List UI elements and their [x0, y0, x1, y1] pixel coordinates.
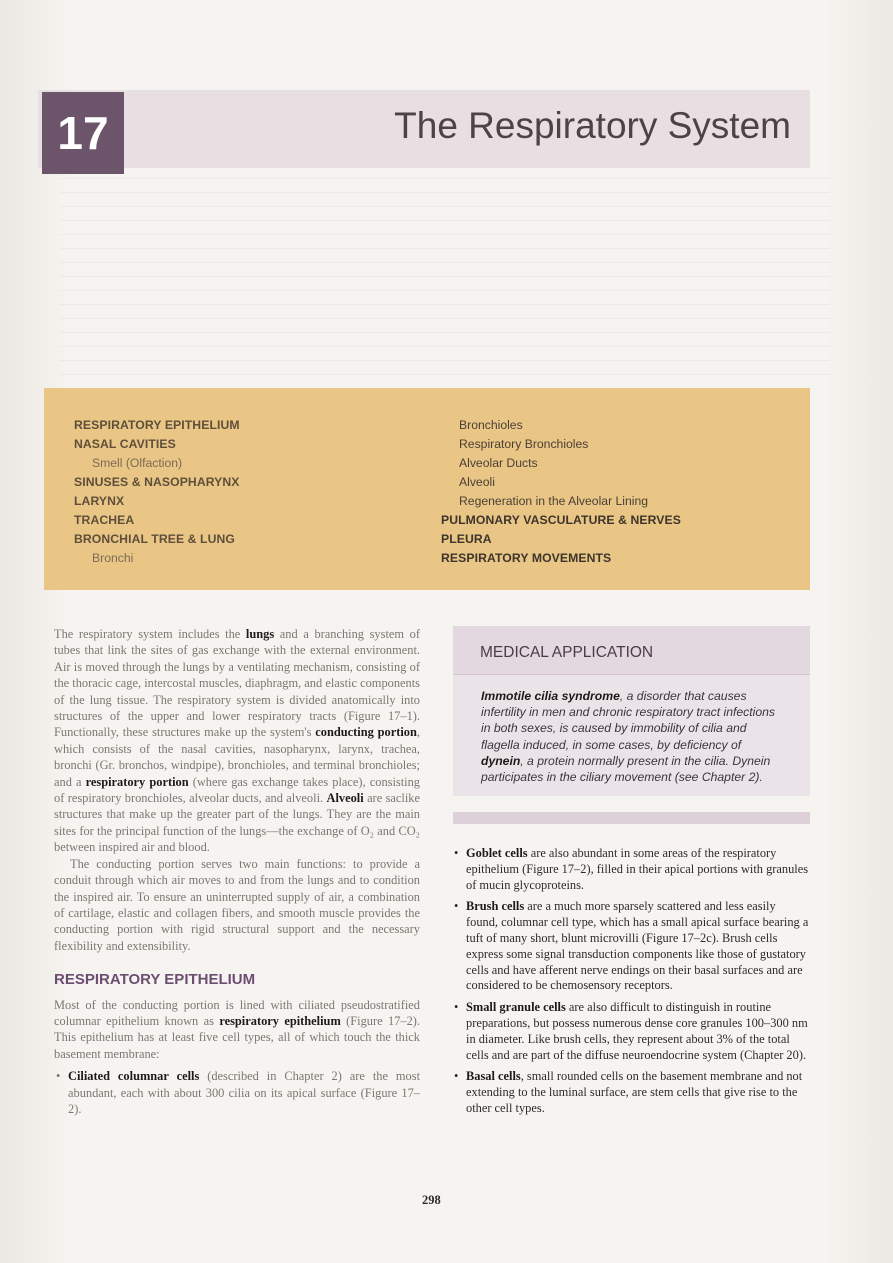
outline-item: LARYNX	[74, 494, 125, 508]
intro-paragraph-2: The conducting portion serves two main functions: to provide a conduit through which air moves to and from the lungs and to condition the inspired air. To ensure an uninterrupted supply of air, a combination of cartilage, elastic and collagen fibers, and smooth muscle provides the conducting portion with rigid structural support and the necessary flexibility and extensibility.	[54, 856, 420, 953]
bold-term: conducting portion	[315, 725, 417, 740]
text-run: The respiratory system includes the	[54, 627, 246, 641]
text-run: (where gas exchange takes place), consisting of respiratory bronchioles, alveolar ducts, and alveoli.	[54, 774, 420, 806]
outline-item: RESPIRATORY EPITHELIUM	[74, 418, 240, 432]
outline-item: PLEURA	[441, 532, 492, 546]
bleed-through-texture	[60, 178, 830, 378]
text-run: are also difficult to distinguish in routine preparations, but possess numerous dense core granules 100–300 nm in diameter. Like brush cells, they represent about 3% of the total cells and are part of the diffuse neuroendocrine system (Chapter 20).	[466, 1000, 808, 1062]
medical-application-text	[481, 688, 781, 785]
outline-item: TRACHEA	[74, 513, 135, 527]
chapter-title: The Respiratory System	[394, 105, 791, 146]
text-run: , a protein normally present in the cilia. Dynein participates in the ciliary movement (see Chapter 2).	[481, 753, 771, 785]
outline-item: Smell (Olfaction)	[92, 456, 183, 470]
outline-item: Bronchioles	[459, 418, 523, 432]
main-text-column	[54, 626, 420, 1120]
bold-term: Goblet cells	[466, 846, 528, 860]
bold-term: lungs	[245, 627, 275, 641]
list-item	[466, 846, 810, 893]
intro-paragraph-1	[54, 626, 420, 856]
bold-term: Ciliated columnar cells	[68, 1069, 200, 1084]
text-run: (described in Chapter 2) are the most abundant, each with about 300 cilia on its apical surface (Figure 17–2).	[68, 1069, 421, 1116]
cell-type-list	[452, 846, 810, 1117]
text-run: are saclike structures that make up the greater part of the lungs. They are the main sites for the principal function of the lungs—the exchange of O₂ and CO₂ between inspired air and blood.	[54, 791, 420, 855]
outline-left-column	[74, 416, 404, 568]
outline-item: BRONCHIAL TREE & LUNG	[74, 532, 235, 546]
list-item	[466, 1000, 810, 1063]
bold-term: dynein	[481, 753, 521, 768]
bold-term: Brush cells	[466, 899, 525, 914]
page-number: 298	[422, 1193, 441, 1207]
bold-term: respiratory epithelium	[219, 1013, 341, 1028]
outline-item: PULMONARY VASCULATURE & NERVES	[441, 513, 681, 527]
text-run: and a branching system of tubes that link the sites of gas exchange with the external environment. Air is moved through the lungs by a ventilating mechanism, consisting of the thoracic cage, intercostal muscles, diaphragm, and elastic components of the lung tissue. The respiratory system is divided anatomically into structures of the upper and lower respiratory tracts (Figure 17–1). Functionally, these structures make up the system's	[54, 627, 420, 740]
right-text-column	[452, 846, 810, 1123]
section-heading-respiratory-epithelium: RESPIRATORY EPITHELIUM	[54, 971, 256, 989]
medical-application-box	[453, 626, 810, 796]
bold-term: Alveoli	[326, 791, 364, 806]
medical-application-bottom-rule	[453, 812, 810, 824]
bold-term: respiratory portion	[85, 774, 189, 789]
outline-item: Regeneration in the Alveolar Lining	[459, 494, 649, 508]
text-run: , a disorder that causes infertility in men and chronic respiratory tract infections in both sexes, is caused by immobility of cilia and flagella induced, in some cases, by deficiency of	[481, 689, 775, 752]
medical-application-title: MEDICAL APPLICATION	[480, 644, 654, 661]
list-item	[466, 899, 810, 994]
outline-item: Respiratory Bronchioles	[459, 437, 589, 451]
respiratory-epithelium-paragraph	[54, 997, 420, 1063]
chapter-outline	[44, 388, 810, 590]
text-run: , which consists of the nasal cavities, nasopharynx, larynx, trachea, bronchi (Gr. bronchos, windpipe), bronchioles, and terminal bronchioles; and a	[54, 725, 420, 789]
bold-term: Immotile cilia syndrome	[481, 689, 620, 703]
outline-item: Alveoli	[459, 475, 495, 489]
text-run: are also abundant in some areas of the respiratory epithelium (Figure 17–2), filled in their apical portions with granules of mucin glycoproteins.	[466, 846, 809, 892]
outline-item: RESPIRATORY MOVEMENTS	[441, 551, 612, 565]
cell-type-list-start	[54, 1068, 420, 1117]
outline-item: Bronchi	[92, 551, 134, 565]
chapter-number-box	[42, 92, 124, 174]
bold-term: Basal cells	[466, 1069, 521, 1084]
chapter-number: 17	[57, 107, 109, 159]
outline-item: SINUSES & NASOPHARYNX	[74, 475, 240, 489]
text-run: , small rounded cells on the basement membrane and not extending to the luminal surface, are stem cells that give rise to the other cell types.	[466, 1069, 803, 1115]
text-run: (Figure 17–2). This epithelium has at least five cell types, all of which touch the thick basement membrane:	[54, 1013, 420, 1061]
list-item-ciliated-columnar-cells	[68, 1068, 420, 1117]
outline-item: Alveolar Ducts	[459, 456, 538, 470]
bold-term: Small granule cells	[466, 1000, 566, 1015]
outline-right-column	[441, 416, 801, 568]
text-run: are a much more sparsely scattered and less easily found, columnar cell type, which has a small apical surface bearing a tuft of many short, blunt microvilli (Figure 17–2c). Brush cells express some signal transduction components like those of gustatory cells and have afferent nerve endings on their basal surfaces and are considered to be chemosensory receptors.	[466, 899, 809, 993]
text-run: Most of the conducting portion is lined with ciliated pseudostratified columnar epithelium known as	[54, 997, 420, 1028]
list-item	[466, 1069, 810, 1116]
outline-item: NASAL CAVITIES	[74, 437, 176, 451]
